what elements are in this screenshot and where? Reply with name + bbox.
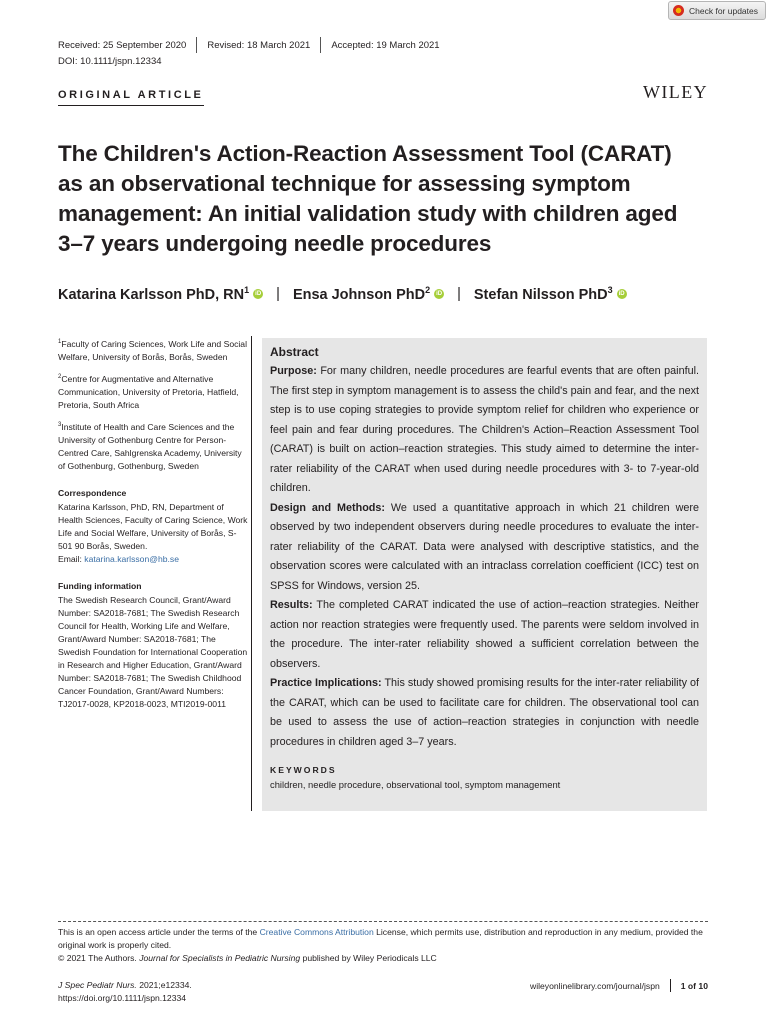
affiliation-text: Institute of Health and Care Sciences and the University of Gothenburg Centre for Person-Centred Care, Sahlgrenska Academy, University of Gothenburg, Gothenburg, Sweden [58,421,242,471]
citation-volume: 2021;e12334. [136,980,192,990]
author[interactable] [474,285,613,303]
license-pre: This is an open access article under the terms of the [58,927,260,937]
creative-commons-link[interactable]: Creative Commons Attribution [259,927,374,937]
affiliations-column [58,336,248,718]
section-text: The completed CARAT indicated the use of action–reaction strategies. Neither action nor reaction strategies were frequently used. The parents were seldom involved in the procedure. The inter-rater reliability showed a sufficient correlation between the observers. [270,599,699,670]
section-label: Purpose: [270,365,317,377]
license-text [58,926,708,952]
abstract-heading: Abstract [270,345,319,359]
affiliation-text: Faculty of Caring Sciences, Work Life and Social Welfare, University of Borås, Borås, Sweden [58,338,247,362]
journal-name: Journal for Specialists in Pediatric Nursing [139,953,301,963]
affiliation-text: Centre for Augmentative and Alternative Communication, University of Pretoria, Hatfield, Pretoria, South Africa [58,373,239,410]
copyright-post: published by Wiley Periodicals LLC [300,953,437,963]
keywords-heading: KEYWORDS [270,765,337,775]
email-link[interactable]: katarina.karlsson@hb.se [84,553,179,564]
affiliation [58,419,248,473]
keywords: children, needle procedure, observational tool, symptom management [270,779,561,790]
affiliation-marker: 3 [58,421,62,428]
column-divider [251,336,252,811]
abstract-design-methods [270,499,699,597]
author[interactable] [293,285,430,303]
citation [58,979,192,1005]
affiliation-marker: 2 [58,373,62,380]
author[interactable] [58,285,249,303]
affiliation [58,371,248,412]
publisher-logo: WILEY [643,82,708,102]
accepted-date: Accepted: 19 March 2021 [331,39,440,51]
received-date: Received: 25 September 2020 [58,39,187,51]
license-notice [58,926,708,965]
affiliation-marker: 1 [244,285,250,295]
email-label: Email: [58,553,85,564]
author-separator: | [457,285,461,302]
orcid-icon[interactable]: iD [255,290,262,297]
article-dates [58,37,440,53]
abstract-purpose [270,362,699,499]
author-name: Ensa Johnson PhD [292,286,426,303]
section-label: Practice Implications: [270,677,382,689]
funding-heading: Funding information [58,580,142,591]
affiliation-marker: 3 [607,285,613,295]
affiliation [58,336,248,364]
footer-divider [58,921,708,922]
citation-journal: J Spec Pediatr Nurs. [58,980,137,990]
revised-date: Revised: 18 March 2021 [207,39,311,51]
correspondence-address: Katarina Karlsson, PhD, RN, Department of Health Sciences, Faculty of Caring Science, Work Life and Social Welfare, University of Borås, S-501 90 Borås, Sweden. [58,501,248,551]
author-list [58,285,708,303]
check-for-updates-button[interactable] [668,1,766,20]
author-separator: | [276,285,280,302]
orcid-icon[interactable]: iD [436,290,443,297]
affiliation-marker: 2 [425,285,431,295]
funding-text: The Swedish Research Council, Grant/Award Number: SA2018-7681; The Swedish Research Council for Health, Working Life and Welfare, Grant/Award Number: SA2018-7681; The Swedish Foundation for International Cooperation in Research and Higher Education, Grant/Award Number: SA2018-7681; The Swedish Childhood Cancer Foundation, Grant/Award Numbers: TJ2017-0028, KP2018-0023, MTI2019-0011 [58,594,248,709]
check-for-updates-label: Check for updates [689,5,758,16]
license-post: License, which permits use, distribution and reproduction in any medium, provided the original work is properly cited. [58,927,703,950]
doi: DOI: 10.1111/jspn.12334 [58,56,162,67]
section-label: Results: [270,599,313,611]
divider [670,979,671,992]
divider [320,37,321,53]
section-text: This study showed promising results for the inter-rater reliability of the CARAT, which can be used to facilitate care for children. The observational tool can be used to assess the use of action–reaction strategies in conjunction with needle procedures in children aged 3–7 years. [270,677,699,748]
divider [196,37,197,53]
journal-site [460,979,708,992]
abstract-results [270,596,699,674]
article-type: ORIGINAL ARTICLE [58,89,204,106]
correspondence-text [58,501,248,566]
orcid-icon[interactable]: iD [618,290,625,297]
doi-link[interactable]: https://doi.org/10.1111/jspn.12334 [58,993,187,1003]
correspondence-heading: Correspondence [58,487,127,498]
copyright-pre: © 2021 The Authors. [58,953,140,963]
abstract-box [262,338,707,811]
crossmark-icon [673,5,684,16]
author-name: Katarina Karlsson PhD, RN [58,286,245,303]
section-text: We used a quantitative approach in which 21 children were observed by two independent observers during needle procedures to evaluate the inter-rater reliability of the CARAT. Data were analysed with descriptive statistics, and the observation scores were calculated with an intraclass correlation coefficient (ICC) test on SPSS for Windows, version 25. [270,501,700,592]
page-number: 1 of 10 [680,980,708,991]
copyright-text [58,952,708,965]
citation-line [58,979,192,992]
section-text: For many children, needle procedures are fearful events that are often painful. The first step in symptom management is to assess the child's pain and fear, and the next step is to use coping strategies to provide symptom relief for children who experience or feel pain and fear during procedures. The Children's Action–Reaction Assessment Tool (CARAT) is built on action–reaction strategies. This study aimed to determine the inter-rater reliability of the CARAT when used during needle procedures with 3- to 7-year-old children. [270,365,699,494]
section-label: Design and Methods: [270,501,385,514]
affiliation-marker: 1 [58,339,62,345]
abstract-practice-implications [270,674,699,752]
journal-site-link[interactable]: wileyonlinelibrary.com/journal/jspn [530,980,660,991]
author-name: Stefan Nilsson PhD [473,286,608,303]
article-title: The Children's Action-Reaction Assessment Tool (CARAT) as an observational technique for assessing symptom management: An initial validation study with children aged 3–7 years undergoing needle procedures [58,141,678,256]
